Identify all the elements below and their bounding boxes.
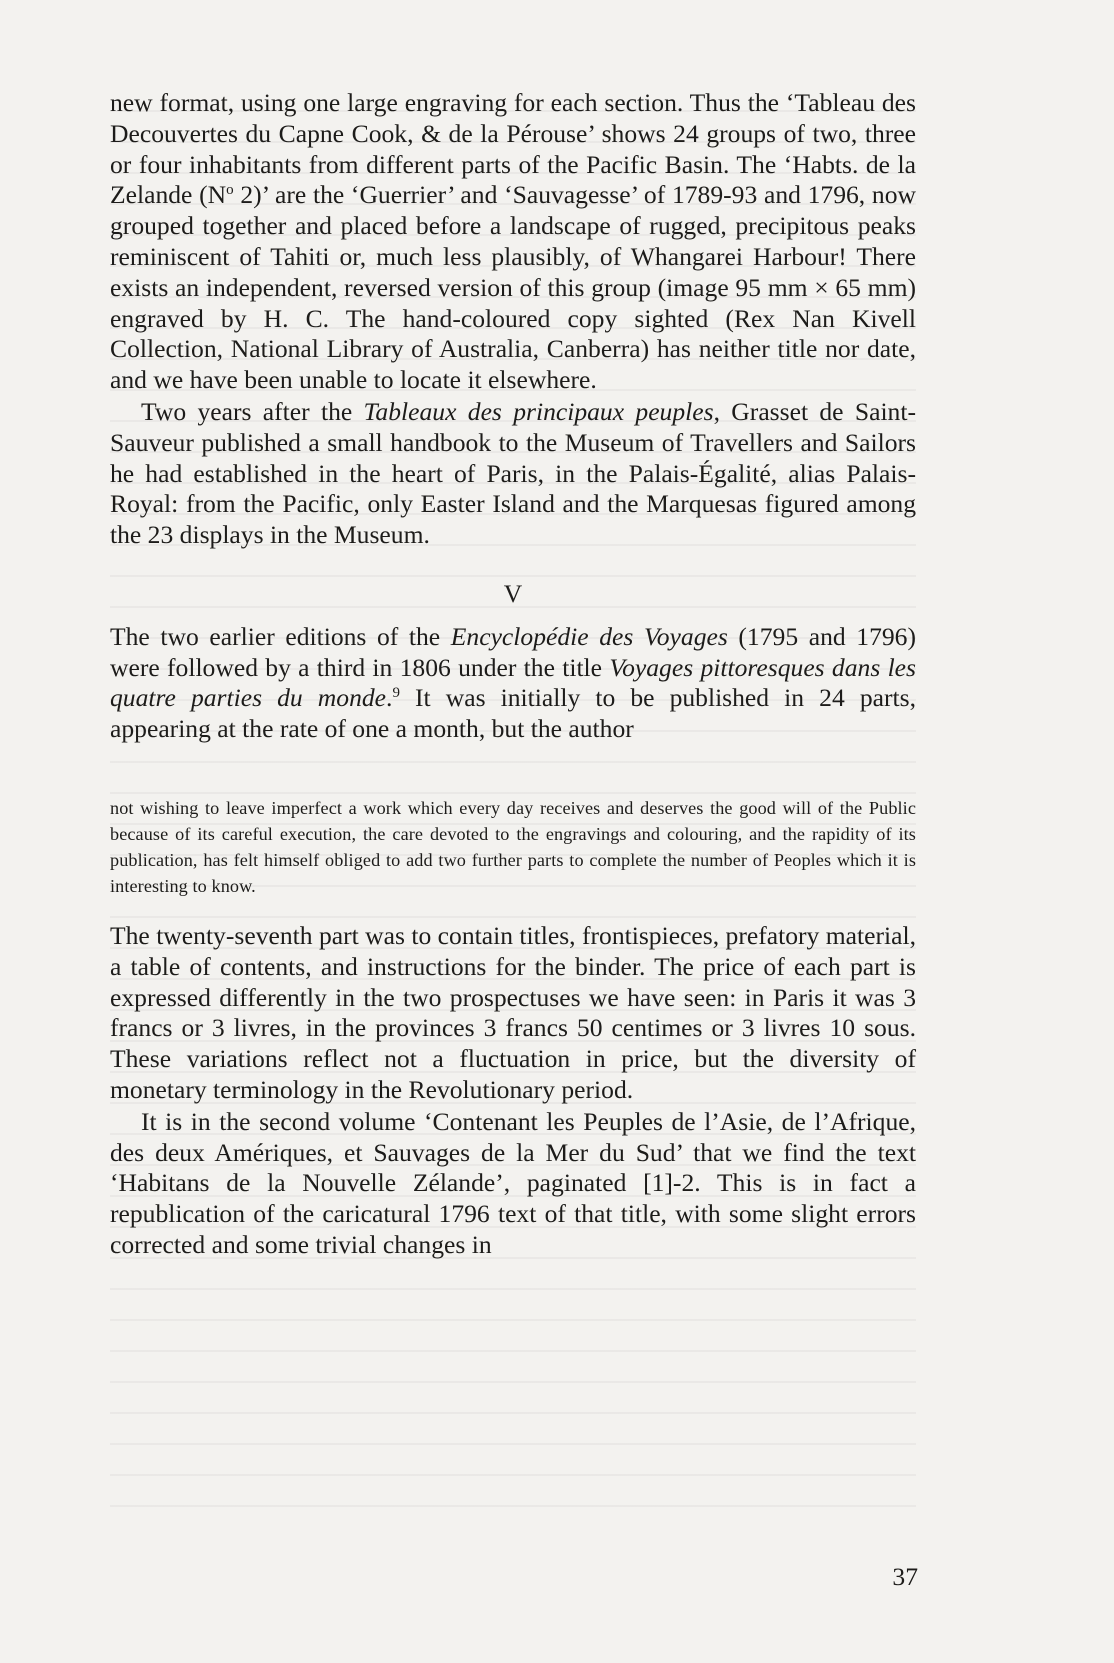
paragraph-2-text-b: , Grasset de Saint-Sauveur published a small handbook to the Museum of Travellers and Sailors he had established in the heart of Paris, in the Palais-Égalité, alias Palais-Royal: from the Pacific, only Easter Island and the Marquesas figured among the 23 displays in the Museum. bbox=[110, 396, 916, 550]
paragraph-2 bbox=[110, 397, 916, 551]
paragraph-3-text-a: The two earlier editions of the bbox=[110, 621, 451, 651]
paragraph-3 bbox=[110, 622, 916, 745]
section-heading-v: V bbox=[503, 578, 523, 608]
paragraph-1 bbox=[110, 88, 916, 396]
superscript-o: o bbox=[226, 182, 234, 199]
paragraph-2-text-a: Two years after the bbox=[141, 396, 364, 426]
paragraph-3-italic-a: Encyclopédie des Voyages bbox=[450, 621, 728, 651]
paragraph-1-text-a: new format, using one large engraving for each section. Thus the ‘Tableau des Decouvertes du Capne Cook, & de la Pérouse’ shows 24 groups of two, three or four inhabitants from different parts of the Pacific Basin. The ‘Habts. de la Zelande (N bbox=[110, 88, 916, 210]
paragraph-5: It is in the second volume ‘Contenant les Peuples de l’Asie, de l’Afrique, des deux Amériques, et Sauvages de la Mer du Sud’ that we find the text ‘Habitans de la Nouvelle Zélande’, paginated [1]-2. This is in fact a republication of the caricatural 1796 text of that title, with some slight errors corrected and some trivial changes in bbox=[110, 1106, 916, 1259]
paragraph-3-italic-b: Voyages pittoresques dans les quatre parties du monde bbox=[110, 652, 916, 713]
paragraph-2-italic-title: Tableaux des principaux peuples bbox=[363, 396, 714, 426]
footnote-marker-9: 9 bbox=[392, 685, 400, 702]
page-number: 37 bbox=[892, 1562, 918, 1591]
paragraph-1-text-b: 2)’ are the ‘Guerrier’ and ‘Sauvagesse’ of 1789-93 and 1796, now grouped together and placed before a landscape of rugged, precipitous peaks reminiscent of Tahiti or, much less plausibly, of Whangarei Harbour! There exists an independent, reversed version of this group (image 95 mm × 65 mm) engraved by H. C. The hand-coloured copy sighted (Rex Nan Kivell Collection, National Library of Australia, Canberra) has neither title nor date, and we have been unable to locate it elsewhere. bbox=[110, 180, 916, 395]
page-body bbox=[110, 88, 916, 1261]
block-quote: not wishing to leave imperfect a work which every day receives and deserves the good will of the Public because of its careful execution, the care devoted to the engravings and colouring, and the rapidity of its publication, has felt himself obliged to add two further parts to complete the number of Peoples which it is interesting to know. bbox=[110, 797, 916, 896]
paragraph-4: The twenty-seventh part was to contain titles, frontispieces, prefatory material, a table of contents, and instructions for the binder. The price of each part is expressed differently in the two prospectuses we have seen: in Paris it was 3 francs or 3 livres, in the provinces 3 francs 50 centimes or 3 livres 10 sous. These variations reflect not a fluctuation in price, but the diversity of monetary terminology in the Revolutionary period. bbox=[110, 920, 916, 1104]
paragraph-3-text-d: It was initially to be published in 24 parts, appearing at the rate of one a month, but the author bbox=[110, 683, 916, 744]
paragraph-3-text-c: . bbox=[386, 683, 393, 713]
paragraph-3-text-b: (1795 and 1796) were followed by a third in 1806 under the title bbox=[110, 621, 916, 682]
